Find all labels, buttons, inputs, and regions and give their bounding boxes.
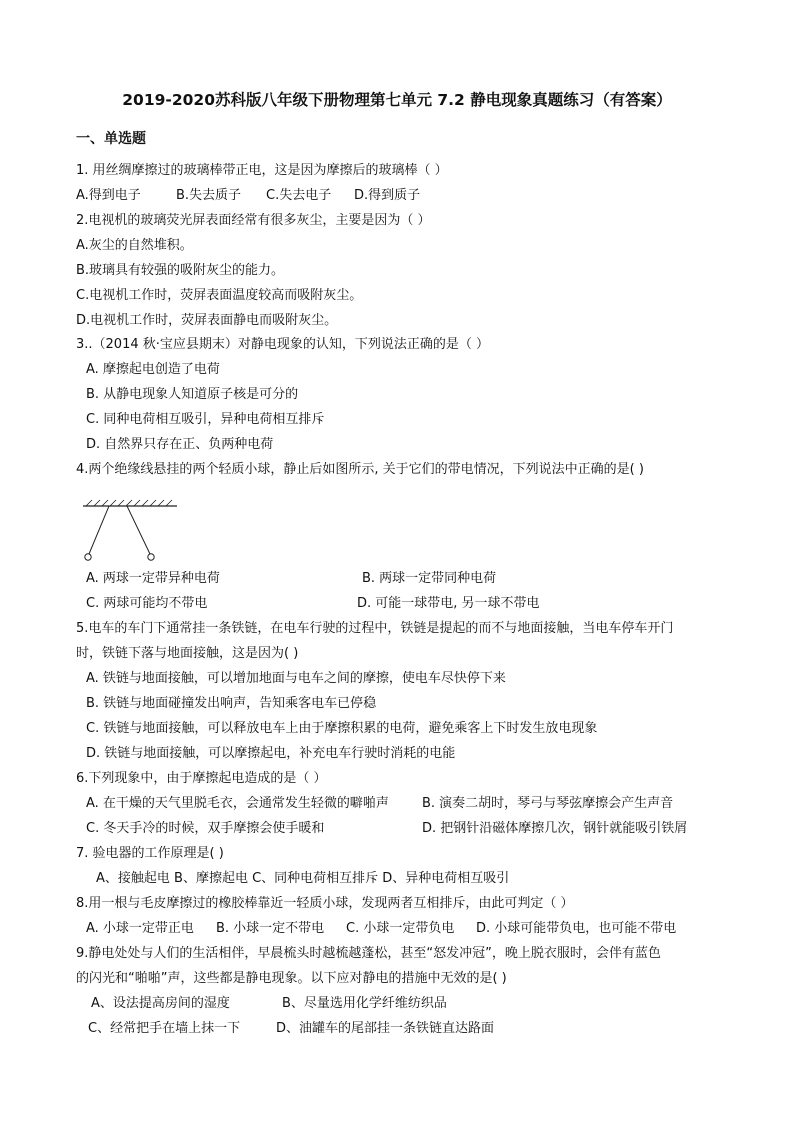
q9-option-b: B、尽量选用化学纤维纺织品 (282, 996, 447, 1011)
right-thread (127, 506, 150, 554)
q5-option-a: A. 铁链与地面接触，可以增加地面与电车之间的摩擦，使电车尽快停下来 (86, 671, 506, 686)
q8-option-a: A. 小球一定带正电 (86, 921, 194, 936)
q8-stem: 8.用一根与毛皮摩擦过的橡胶棒靠近一轻质小球，发现两者互相排斥，由此可判定（ ） (76, 896, 574, 911)
q4-stem: 4.两个绝缘线悬挂的两个轻质小球，静止后如图所示, 关于它们的带电情况，下列说法中正确的是( ) (76, 462, 644, 477)
q1-option-a: A.得到电子 (76, 188, 141, 203)
q7-stem: 7. 验电器的工作原理是( ) (76, 846, 224, 861)
q8-option-c: C. 小球一定带负电 (346, 921, 455, 936)
q8-option-b: B. 小球一定不带电 (216, 921, 325, 936)
q9-stem-line1: 9.静电处处与人们的生活相伴，早晨梳头时越梳越蓬松，甚至“怒发冲冠”，晚上脱衣服时，会伴有蓝色 (76, 946, 661, 961)
q9-option-a: A、设法提高房间的湿度 (91, 996, 230, 1011)
section-heading: 一、单选题 (76, 131, 146, 147)
q4-option-b: B. 两球一定带同种电荷 (362, 571, 497, 586)
q6-option-c: C. 冬天手冷的时候，双手摩擦会使手暖和 (86, 821, 325, 836)
q4-option-d: D. 可能一球带电, 另一球不带电 (357, 596, 540, 611)
q2-option-a: A.灰尘的自然堆积。 (76, 238, 193, 253)
q5-option-b: B. 铁链与地面碰撞发出响声，告知乘客电车已停稳 (86, 696, 377, 711)
q2-stem: 2.电视机的玻璃荧光屏表面经常有很多灰尘，主要是因为（ ） (76, 213, 431, 228)
q5-option-c: C. 铁链与地面接触，可以释放电车上由于摩擦积累的电荷，避免乘客上下时发生放电现象 (86, 721, 598, 736)
q8-option-d: D. 小球可能带负电，也可能不带电 (476, 921, 677, 936)
q5-option-d: D. 铁链与地面接触，可以摩擦起电，补充电车行驶时消耗的电能 (86, 746, 456, 761)
q5-stem-line1: 5.电车的车门下通常挂一条铁链，在电车行驶的过程中，铁链是提起的而不与地面接触，当电车停车开门 (76, 621, 674, 636)
q6-option-d: D. 把钢针沿磁体摩擦几次，钢针就能吸引铁屑 (422, 821, 688, 836)
q1-option-d: D.得到质子 (354, 188, 421, 203)
q9-option-d: D、油罐车的尾部挂一条铁链直达路面 (276, 1021, 495, 1036)
q4-option-c: C. 两球可能均不带电 (86, 596, 208, 611)
q6-option-b: B. 演奏二胡时，琴弓与琴弦摩擦会产生声音 (422, 796, 674, 811)
page-title: 2019-2020苏科版八年级下册物理第七单元 7.2 静电现象真题练习（有答案） (122, 91, 672, 109)
left-ball (85, 554, 91, 560)
q3-option-a: A. 摩擦起电创造了电荷 (86, 362, 220, 377)
q1-option-b: B.失去质子 (176, 188, 242, 203)
q4-option-a: A. 两球一定带异种电荷 (86, 571, 220, 586)
q7-options: A、接触起电 B、摩擦起电 C、同种电荷相互排斥 D、异种电荷相互吸引 (96, 871, 510, 886)
right-ball (148, 554, 154, 560)
q9-option-c: C、经常把手在墙上抹一下 (88, 1021, 241, 1036)
q3-stem: 3..（2014 秋·宝应县期末）对静电现象的认知，下列说法正确的是（ ） (76, 337, 490, 352)
q5-stem-line2: 时，铁链下落与地面接触，这是因为( ) (76, 646, 299, 661)
ceiling-hatching (86, 500, 172, 506)
q3-option-d: D. 自然界只存在正、负两种电荷 (86, 437, 274, 452)
q2-option-c: C.电视机工作时，荧屏表面温度较高而吸附灰尘。 (76, 288, 363, 303)
q3-option-b: B. 从静电现象人知道原子核是可分的 (86, 387, 299, 402)
q9-stem-line2: 的闪光和“啪啪”声，这些都是静电现象。以下应对静电的措施中无效的是( ) (76, 971, 507, 986)
q1-option-c: C.失去电子 (266, 188, 332, 203)
q1-stem: 1. 用丝绸摩擦过的玻璃棒带正电，这是因为摩擦后的玻璃棒（ ） (76, 163, 448, 178)
left-thread (89, 506, 109, 554)
q6-option-a: A. 在干燥的天气里脱毛衣，会通常发生轻微的噼啪声 (86, 796, 389, 811)
q3-option-c: C. 同种电荷相互吸引，异种电荷相互排斥 (86, 412, 325, 427)
q2-option-b: B.玻璃具有较强的吸附灰尘的能力。 (76, 263, 285, 278)
q2-option-d: D.电视机工作时，荧屏表面静电而吸附灰尘。 (76, 313, 338, 328)
hanging-balls-figure (80, 498, 180, 566)
q6-stem: 6.下列现象中，由于摩擦起电造成的是（ ） (76, 771, 327, 786)
